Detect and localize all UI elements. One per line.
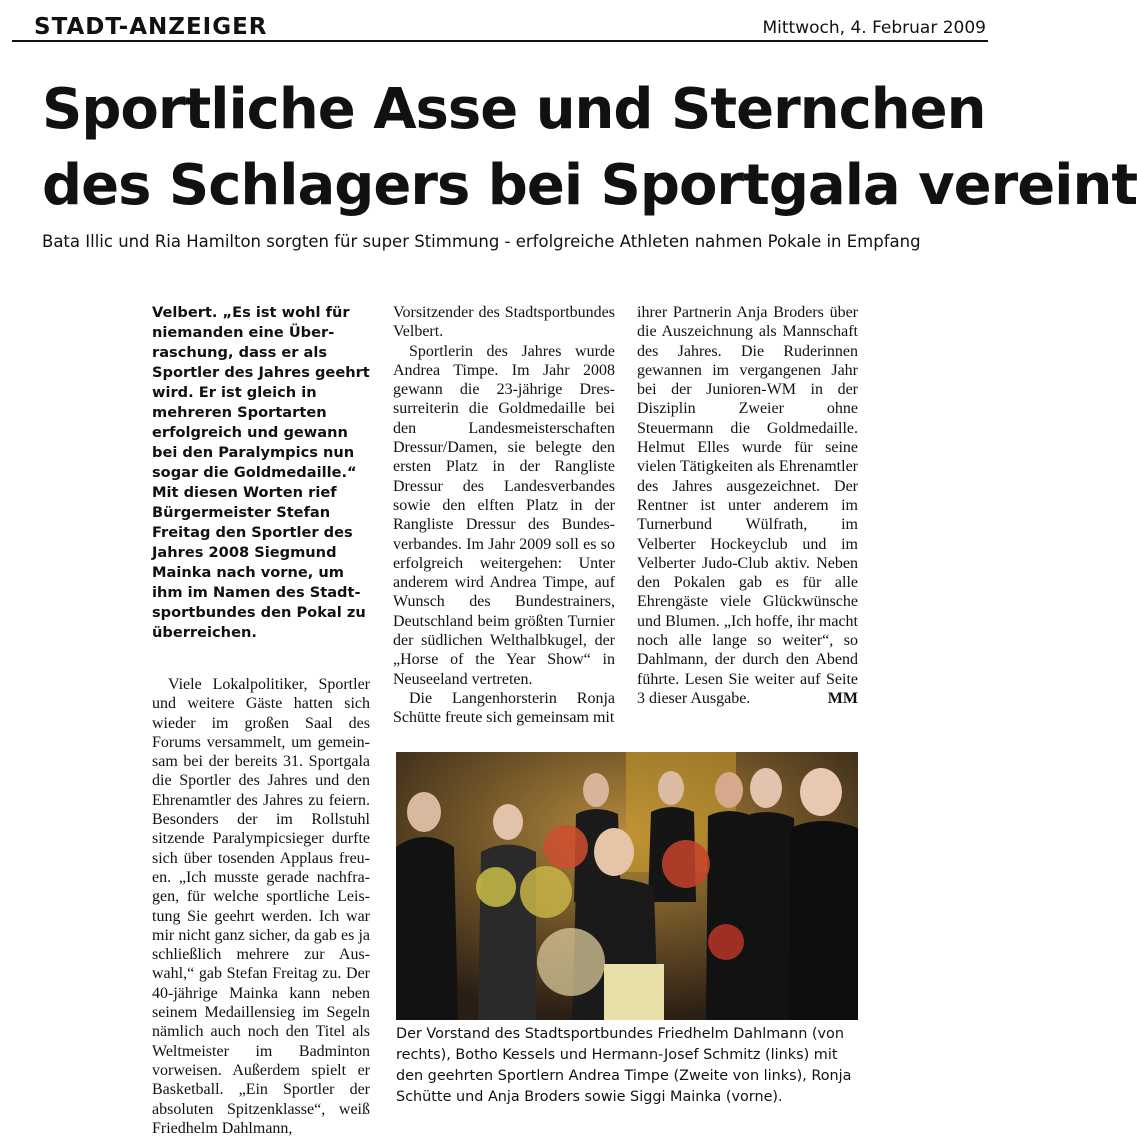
lead-paragraph: Velbert. „Es ist wohl für niemanden eine Überraschung, dass er als Sportler des Jahres geehrt wird. Er ist gleich in mehreren Sportarten erfolgreich und gewann bei den Paralympics nun sogar die Goldmedaille.“ Mit diesen Worten rief Bürgermeister Stefan Freitag den Sportler des Jahres 2008 Siegmund Mainka nach vorne, um ihm im Namen des Stadtsportbundes den Pokal zu überreichen. [152, 304, 370, 641]
author-initials: MM [827, 690, 858, 708]
issue-date: Mittwoch, 4. Februar 2009 [762, 18, 986, 38]
headline [42, 72, 1137, 224]
article-column-2 [393, 303, 615, 728]
article-column-1 [152, 303, 370, 1138]
body-paragraph-3: Die Langenhorsterin Ronja Schütte freute sich gemeinsam mit [393, 689, 615, 727]
body-paragraph-2: Sportlerin des Jahres wurde Andrea Timpe. Im Jahr 2008 gewann die 23-jährige Dressurreiterin die Goldmedaille bei den Landesmeisterschaften Dressur/Damen, sie belegte den ersten Platz in der Rangliste Dressur des Landesverbandes sowie den elften Platz in der Rangliste Dressur des Bundesverbandes. Im Jahr 2009 soll es so erfolgreich weitergehen: Unter anderem wird Andrea Timpe, auf Wunsch des Bundestrainers, Deutschland beim größten Turnier der südlichen Welthalbkugel, der „Horse of the Year Show“ in Neuseeland vertreten. [393, 342, 615, 688]
body-paragraph-3-continued: ihrer Partnerin Anja Broders über die Auszeichnung als Mannschaft des Jahres. Die Ruderinnen gewannen im vergangenen Jahr bei der Junioren-WM in der Disziplin Zweier ohne Steuermann die Goldmedaille. Helmut Elles wurde für seine vielen Tätigkeiten als Ehrenamtler des Jahres ausgezeichnet. Der Rentner ist unter anderem im Turnerbund Wülfrath, im Velberter Hockeyclub und im Velberter Judo-Club aktiv. Neben den Pokalen gab es für alle Ehrengäste viele Glückwünsche und Blumen. „Ich hoffe, ihr macht noch alle lange so weiter“, so Dahlmann, der durch den Abend führte. Lesen Sie weiter auf Seite 3 dieser Ausgabe. [637, 304, 858, 707]
subheadline: Bata Illic und Ria Hamilton sorgten für super Stimmung - erfolgreiche Athleten nahmen Pokale in Empfang [42, 232, 921, 251]
body-paragraph-1-continued: Vorsitzender des Stadtsportbundes Velbert. [393, 304, 615, 341]
headline-line-1: Sportliche Asse und Sternchen [42, 77, 986, 142]
headline-line-2: des Schlagers bei Sportgala vereint [42, 153, 1137, 218]
body-paragraph-1: Viele Lokalpolitiker, Sportler und weitere Gäste hatten sich wieder im großen Saal des Forums versammelt, um gemeinsam bei der bereits 31. Sportgala die Sportler des Jahres und den Ehrenamtler des Jahres zu feiern. Besonders der im Rollstuhl sitzende Paralympicsieger durfte sich über tosenden Applaus freuen. „Ich musste gerade nachfragen, für welche sportliche Leistung Sie geehrt werden. Ich war mir nicht ganz sicher, da gab es ja schließlich mehrere zur Auswahl,“ gab Stefan Freitag zu. Der 40-jährige Mainka kann neben seinem Medaillensieg im Segeln nämlich auch noch den Titel als Weltmeister im Badminton vorweisen. Außerdem spielt er Basketball. „Ein Sportler der absoluten Spitzenklasse“, weiß Friedhelm Dahlmann, [152, 676, 370, 1137]
photo-caption: Der Vorstand des Stadtsportbundes Friedhelm Dahlmann (von rechts), Botho Kessels und Hermann-Josef Schmitz (links) mit den geehrten Sportlern Andrea Timpe (Zweite von links), Ronja Schütte und Anja Broders sowie Siggi Mainka (vorne). [396, 1026, 852, 1105]
masthead [12, 10, 988, 42]
group-photo-illustration [396, 752, 858, 1020]
newspaper-name: STADT-ANZEIGER [34, 14, 268, 40]
article-column-3 [637, 303, 858, 709]
event-photo [396, 752, 858, 1020]
